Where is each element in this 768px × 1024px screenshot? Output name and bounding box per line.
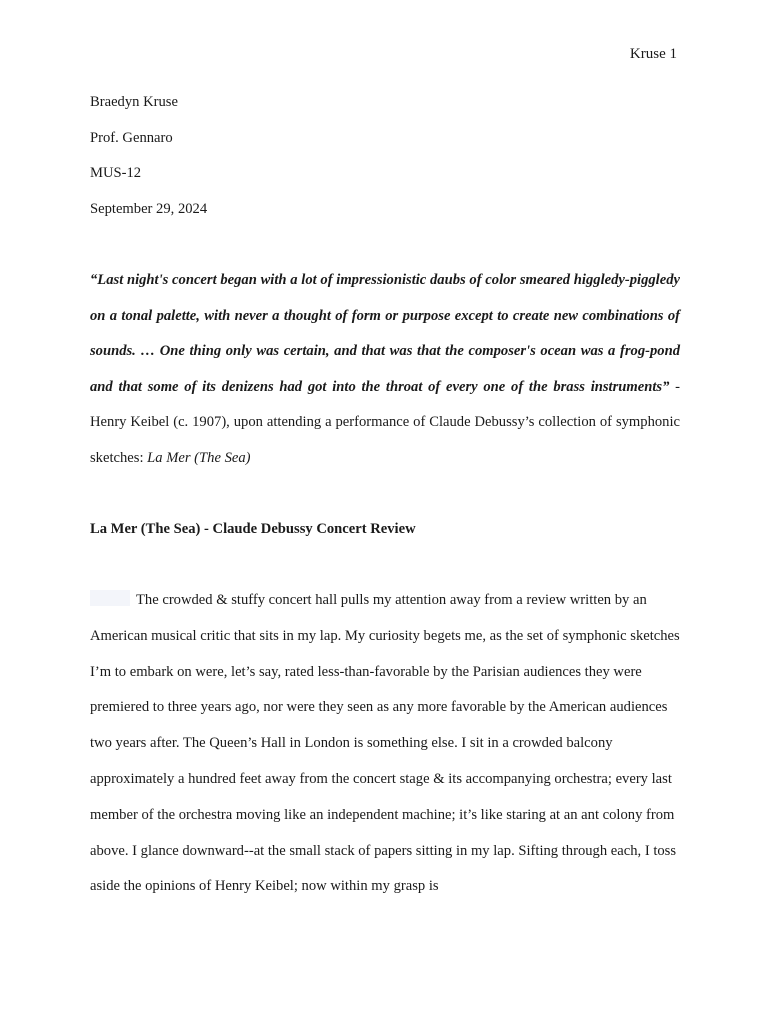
document-date: September 29, 2024 xyxy=(90,200,208,217)
epigraph-attribution: - Henry Keibel (c. 1907), upon attending a performance of Claude Debussy’s collection of symphonic sketches: xyxy=(90,378,680,466)
paragraph-indent xyxy=(90,590,130,606)
epigraph-quote: “Last night's concert began with a lot of impressionistic daubs of color smeared higgledy-piggledy on a tonal palette, with never a thought of form or purpose except to create new combinations of sounds. … One thing only was certain, and that was that the composer's ocean was a frog-pond and that some of its denizens had got into the throat of every one of the brass instruments” xyxy=(90,272,680,395)
author-name: Braedyn Kruse xyxy=(90,94,178,110)
course-code: MUS-12 xyxy=(90,165,142,181)
essay-title: La Mer (The Sea) - Claude Debussy Concert Review xyxy=(90,521,416,537)
epigraph xyxy=(90,263,680,477)
body-paragraph-text: The crowded & stuffy concert hall pulls my attention away from a review written by an American musical critic that sits in my lap. My curiosity begets me, as the set of symphonic sketches I’m to embark on were, let’s say, rated less-than-favorable by the Parisian audiences they were premiered to three years ago, nor were they seen as any more favorable by the American audiences two years after. The Queen’s Hall in London is something else. I sit in a crowded balcony approximately a hundred feet away from the concert stage & its accompanying orchestra; every last member of the orchestra moving like an independent machine; it’s like staring at an ant colony from above. I glance downward--at the small stack of papers sitting in my lap. Sifting through each, I toss aside the opinions of Henry Keibel; now within my grasp is xyxy=(90,592,680,895)
body-paragraph xyxy=(90,583,680,905)
professor-name: Prof. Gennaro xyxy=(90,129,173,146)
page-header-number: Kruse 1 xyxy=(629,46,677,62)
mla-heading xyxy=(90,85,680,227)
epigraph-work-title: La Mer (The Sea) xyxy=(147,449,251,466)
